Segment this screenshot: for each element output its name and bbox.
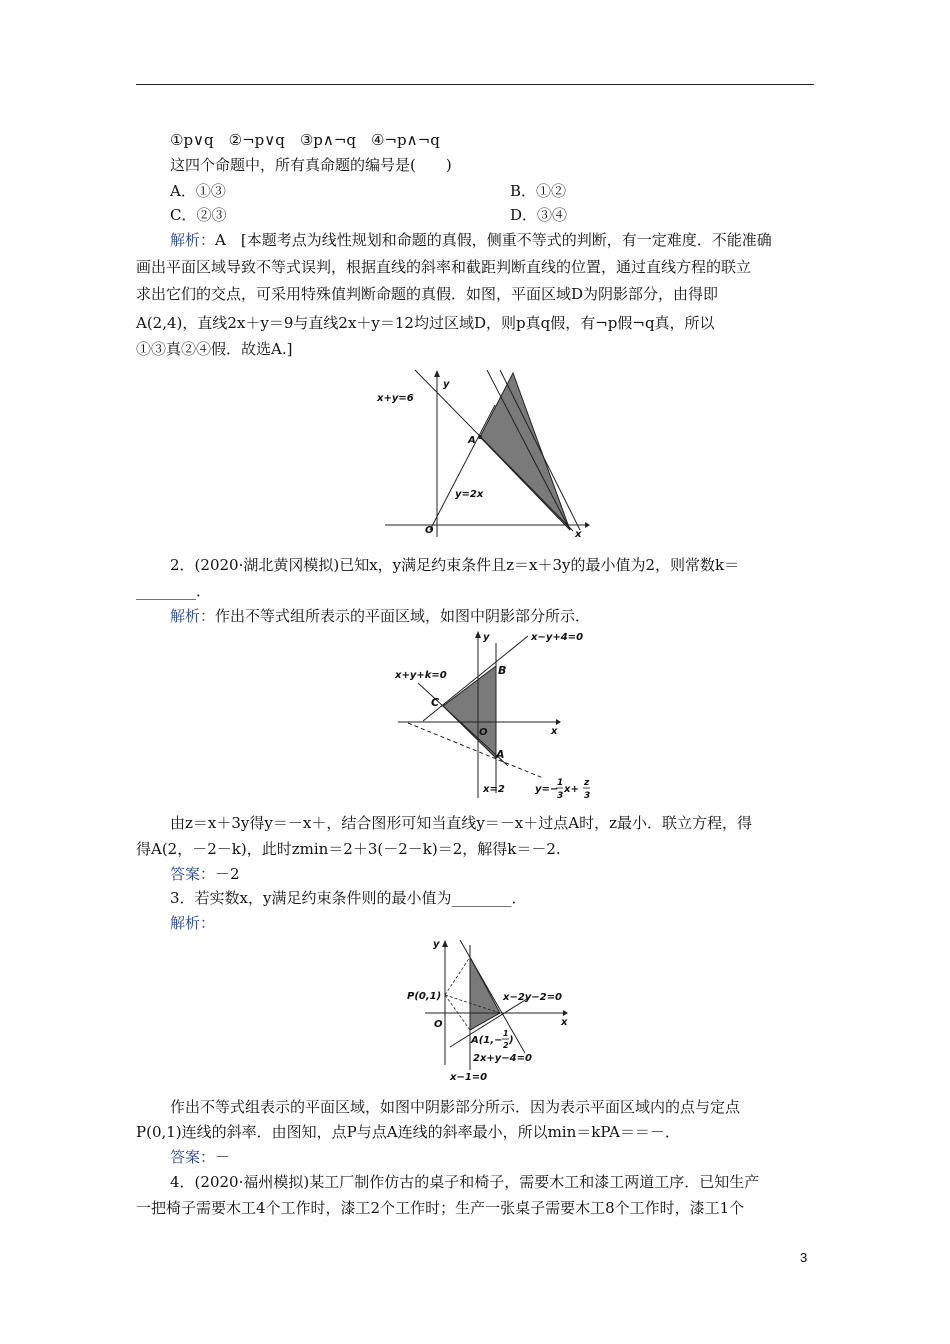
- label-x: x: [561, 1017, 568, 1028]
- q3-body-2: P(0,1)连线的斜率．由图知，点P与点A连线的斜率最小，所以min＝kPA＝＝－．: [136, 1123, 680, 1141]
- q1-analysis-line-3: 求出它们的交点，可采用特殊值判断命题的真假．如图，平面区域D为阴影部分，由得即: [136, 285, 719, 303]
- q2-answer: [170, 864, 240, 884]
- q2-body-2: 得A(2，－2－k)，此时zmin＝2＋3(－2－k)＝2，解得k＝－2.: [136, 840, 561, 858]
- label-objective: y=−: [535, 784, 559, 795]
- label-2x-y-4: 2x+y−4=0: [473, 1053, 532, 1064]
- label-a: A: [468, 435, 476, 446]
- point-a: [478, 435, 482, 439]
- q4-line-1: 4．(2020·福州模拟)某工厂制作仿古的桌子和椅子，需要木工和漆工两道工序．已知生产: [170, 1173, 760, 1191]
- label-x: x: [575, 529, 582, 540]
- label-a-den: 2: [503, 1041, 509, 1050]
- figure-2: [393, 628, 608, 803]
- q2-body-1: 由z＝x＋3y得y＝－x＋，结合图形可知当直线y＝－x＋过点A时，z最小．联立方程，得: [170, 814, 752, 832]
- shaded-region: [480, 373, 570, 530]
- q3-stem: 3．若实数x，y满足约束条件则的最小值为________．: [170, 889, 527, 907]
- q2-stem-2: ________．: [136, 582, 212, 600]
- answer-value: －: [215, 1148, 231, 1166]
- label-objective-frac1-num: 1: [557, 778, 564, 788]
- q3-body-1: 作出不等式组表示的平面区域，如图中阴影部分所示．因为表示平面区域内的点与定点: [170, 1098, 741, 1116]
- option-b: B．①②: [510, 182, 567, 200]
- label-p: P(0,1): [407, 991, 442, 1002]
- label-a: A(1,−: [471, 1035, 503, 1046]
- label-x-1: x−1=0: [450, 1072, 488, 1083]
- answer-label: 答案：: [170, 1148, 216, 1166]
- q1-analysis-line-2: 画出平面区域导致不等式误判，根据直线的斜率和截距判断直线的位置，通过直线方程的联立: [136, 258, 752, 276]
- q4-line-2: 一把椅子需要木工4个工作时，漆工2个工作时；生产一张桌子需要木工8个工作时，漆工1个: [136, 1199, 745, 1217]
- label-x-plus-y-6: x+y=6: [377, 393, 414, 404]
- answer-label: 答案：: [170, 865, 216, 883]
- line-y-2x: [430, 405, 495, 530]
- q1-analysis-line-1: [170, 230, 772, 250]
- figure-3: [405, 935, 580, 1085]
- label-a-num: 1: [503, 1029, 509, 1038]
- header-rule: [136, 84, 814, 85]
- label-b: B: [498, 664, 507, 677]
- label-y: y: [483, 632, 490, 643]
- y-axis-arrow: [475, 631, 481, 638]
- q3-answer: [170, 1147, 230, 1167]
- label-a: A: [496, 748, 505, 761]
- option-a: A．①③: [170, 182, 226, 200]
- page-number: 3: [800, 1250, 808, 1265]
- option-c: C．②③: [170, 206, 227, 224]
- analysis-label: 解析：: [170, 231, 216, 249]
- label-objective-frac2-den: 3: [584, 791, 591, 801]
- x-axis-arrow: [585, 522, 590, 528]
- analysis-text: A [本题考点为线性规划和命题的真假，侧重不等式的判断，有一定难度．不能准确: [215, 231, 772, 249]
- shaded-region: [443, 666, 496, 758]
- q3-analysis-label: [170, 913, 215, 933]
- label-y: y: [433, 939, 440, 950]
- label-x-2y-2: x−2y−2=0: [503, 992, 562, 1003]
- analysis-label: 解析：: [170, 914, 216, 932]
- label-a-close: ): [509, 1035, 514, 1046]
- q1-analysis-line-5: ①③真②④假．故选A.]: [136, 340, 293, 358]
- label-origin: O: [434, 1019, 443, 1030]
- q1-propositions: ①p∨q ②¬p∨q ③p∧¬q ④¬p∧¬q: [170, 131, 440, 149]
- q1-analysis-line-4: A(2,4)，直线2x＋y＝9与直线2x＋y＝12均过区域D，则p真q假，有¬p假¬q真，所以: [136, 314, 715, 332]
- label-x-y-k: x+y+k=0: [395, 670, 447, 681]
- label-c: C: [431, 696, 440, 709]
- x-axis-arrow: [556, 719, 561, 725]
- label-y: y: [443, 379, 450, 390]
- answer-value: －2: [215, 865, 240, 883]
- analysis-text: 作出不等式组所表示的平面区域，如图中阴影部分所示．: [215, 607, 591, 625]
- option-d: D．③④: [510, 206, 568, 224]
- y-axis-arrow: [434, 370, 440, 377]
- label-origin: O: [479, 727, 488, 738]
- x-axis-arrow: [563, 1010, 568, 1016]
- label-objective-mid: x+: [564, 784, 579, 795]
- y-axis-arrow: [442, 940, 448, 947]
- q2-analysis: [170, 606, 590, 626]
- label-origin: O: [425, 525, 434, 536]
- label-objective-frac2-num: z: [584, 778, 590, 788]
- label-y-2x: y=2x: [455, 489, 484, 500]
- q1-stem: 这四个命题中，所有真命题的编号是( ): [170, 156, 452, 174]
- label-x: x: [551, 726, 558, 737]
- figure-1: [375, 365, 590, 540]
- label-objective-frac1-den: 3: [557, 791, 564, 801]
- label-x-2: x=2: [483, 784, 505, 795]
- label-x-y-4: x−y+4=0: [531, 632, 584, 643]
- dashed-line-p-top: [445, 957, 470, 995]
- q2-stem-1: 2．(2020·湖北黄冈模拟)已知x，y满足约束条件且z＝x＋3y的最小值为2，则常数k＝: [170, 556, 740, 574]
- line-x-plus-y-6: [415, 370, 573, 531]
- analysis-label: 解析：: [170, 607, 216, 625]
